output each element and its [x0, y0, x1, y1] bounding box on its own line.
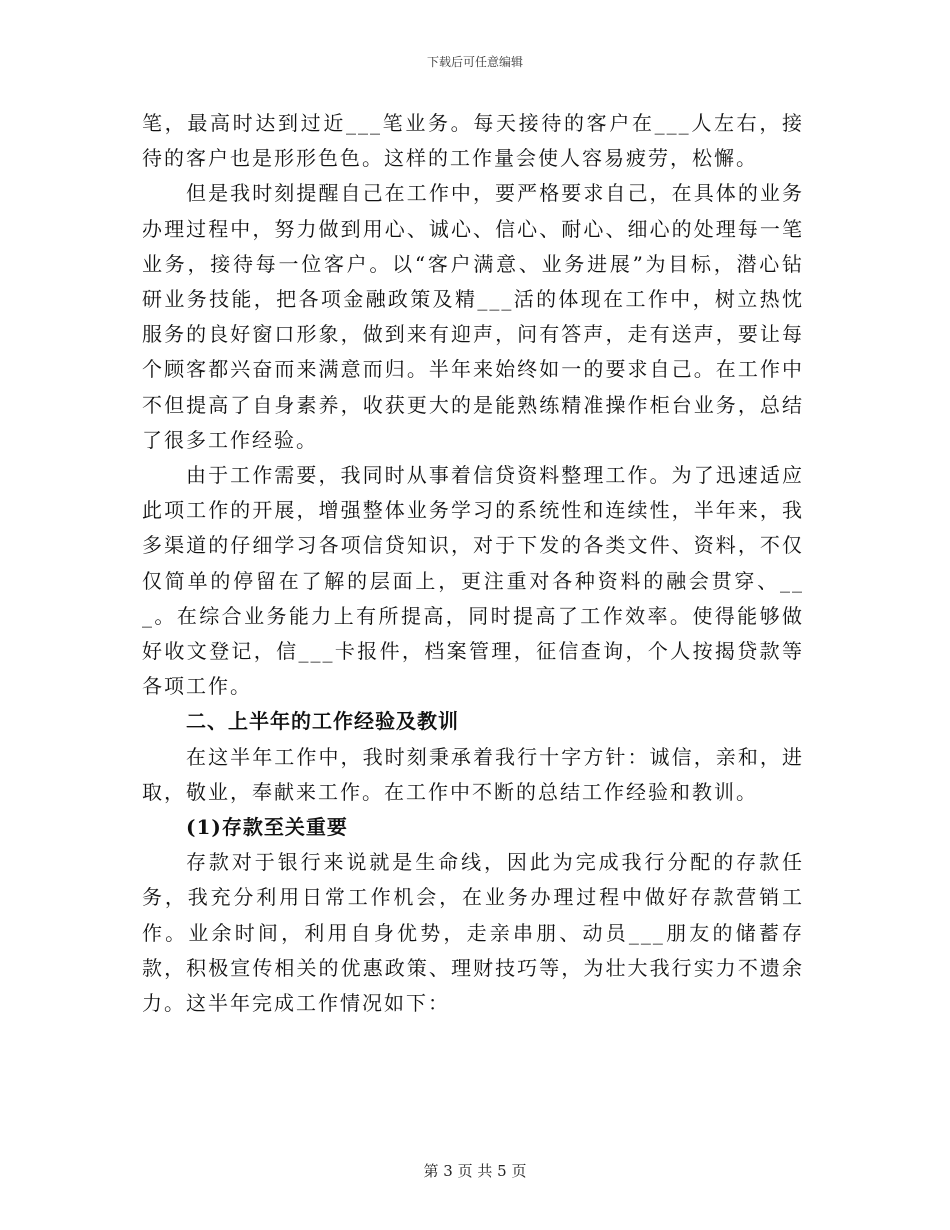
paragraph-deposits: 存款对于银行来说就是生命线，因此为完成我行分配的存款任务，我充分利用日常工作机会，在业务办理过程中做好存款营销工作。业余时间，利用自身优势，走亲串朋、动员___朋友的储蓄存款，积极宣传相关的优惠政策、理财技巧等，为壮大我行实力不遗余力。这半年完成工作情况如下： [142, 850, 804, 1016]
paragraph-continuation: 笔，最高时达到过近___笔业务。每天接待的客户在___人左右，接待的客户也是形形色色。这样的工作量会使人容易疲劳，松懈。 [142, 111, 804, 171]
paragraph-self-discipline: 但是我时刻提醒自己在工作中，要严格要求自己，在具体的业务办理过程中，努力做到用心、诚心、信心、耐心、细心的处理每一笔业务，接待每一位客户。以“客户满意、业务进展”为目标，潜心钻研业务技能，把各项金融政策及精___活的体现在工作中，树立热忱服务的良好窗口形象，做到来有迎声，问有答声，走有送声，要让每个顾客都兴奋而来满意而归。半年来始终如一的要求自己。在工作中不但提高了自身素养，收获更大的是能熟练精准操作柜台业务，总结了很多工作经验。 [142, 181, 804, 452]
section-heading-experience: 二、上半年的工作经验及教训 [186, 709, 459, 734]
page-header-note: 下载后可任意编辑 [426, 55, 523, 69]
page-number: 第 3 页 共 5 页 [423, 1162, 527, 1180]
document-body [142, 106, 804, 1021]
paragraph-principles: 在这半年工作中，我时刻秉承着我行十字方针：诚信，亲和，进取，敬业，奉献来工作。在工作中不断的总结工作经验和教训。 [142, 744, 804, 804]
subsection-heading-deposits: (1)存款至关重要 [186, 815, 348, 840]
paragraph-credit-work: 由于工作需要，我同时从事着信贷资料整理工作。为了迅速适应此项工作的开展，增强整体业务学习的系统性和连续性，半年来，我多渠道的仔细学习各项信贷知识，对于下发的各类文件、资料，不仅仅简单的停留在了解的层面上，更注重对各种资料的融会贯穿、___。在综合业务能力上有所提高，同时提高了工作效率。使得能够做好收文登记，信___卡报件，档案管理，征信查询，个人按揭贷款等各项工作。 [142, 463, 804, 699]
